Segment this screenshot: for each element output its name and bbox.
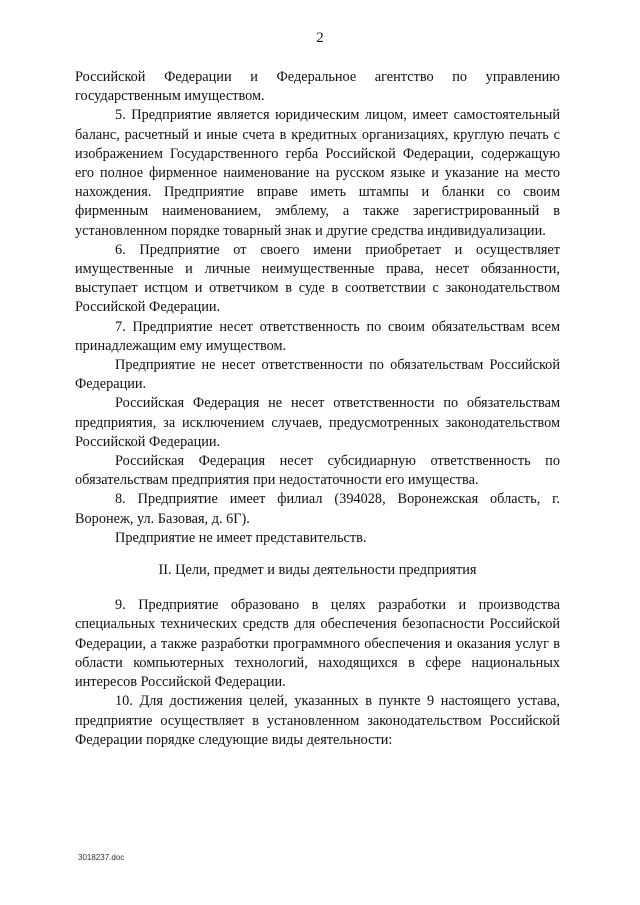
page-number: 2 (316, 30, 324, 46)
paragraph-continuation: Российской Федерации и Федеральное агентство по управлению государственным имуществом. (75, 69, 560, 105)
section-heading: II. Цели, предмет и виды деятельности предприятия (158, 562, 477, 579)
paragraph-rf-no-liability: Российская Федерация не несет ответственности по обязательствам предприятия, за исключением случаев, предусмотренных законодательством Российской Федерации. (75, 395, 560, 450)
paragraph-item-10: 10. Для достижения целей, указанных в пункте 9 настоящего устава, предприятие осуществляет в установленном законодательством Российской Федерации порядке следующие виды деятельности: (75, 693, 560, 748)
paragraph-no-representation: Предприятие не имеет представительств. (115, 529, 367, 546)
paragraph-item-8: 8. Предприятие имеет филиал (394028, Воронежская область, г. Воронеж, ул. Базовая, д. 6Г). (75, 491, 560, 527)
document-body (75, 68, 560, 750)
paragraph-item-6: 6. Предприятие от своего имени приобретает и осуществляет имущественные и личные неимущественные права, несет обязанности, выступает истцом и ответчиком в суде в соответствии с законодательством Российской Федерации. (75, 241, 560, 316)
paragraph-item-7: 7. Предприятие несет ответственность по своим обязательствам всем принадлежащим ему имуществом. (75, 318, 560, 354)
paragraph-no-liability: Предприятие не несет ответственности по обязательствам Российской Федерации. (75, 357, 560, 393)
paragraph-item-5: 5. Предприятие является юридическим лицом, имеет самостоятельный баланс, расчетный и иные счета в кредитных организациях, круглую печать с изображением Государственного герба Российской Федерации, содержащую его полное фирменное наименование на русском языке и указание на место нахождения. Предприятие вправе иметь штампы и бланки со своим фирменным наименованием, эмблему, а также зарегистрированный в установленном порядке товарный знак и другие средства индивидуализации. (75, 107, 560, 239)
footer-filename: 3018237.doc (78, 853, 125, 862)
paragraph-item-9: 9. Предприятие образовано в целях разработки и производства специальных технических средств для обеспечения безопасности Российской Федерации, а также разработки программного обеспечения и оказания услуг в области компьютерных технологий, находящихся в сфере национальных интересов Российской Федерации. (75, 597, 560, 691)
paragraph-subsidiary-liability: Российская Федерация несет субсидиарную ответственность по обязательствам предприятия при недостаточности его имущества. (75, 453, 560, 489)
